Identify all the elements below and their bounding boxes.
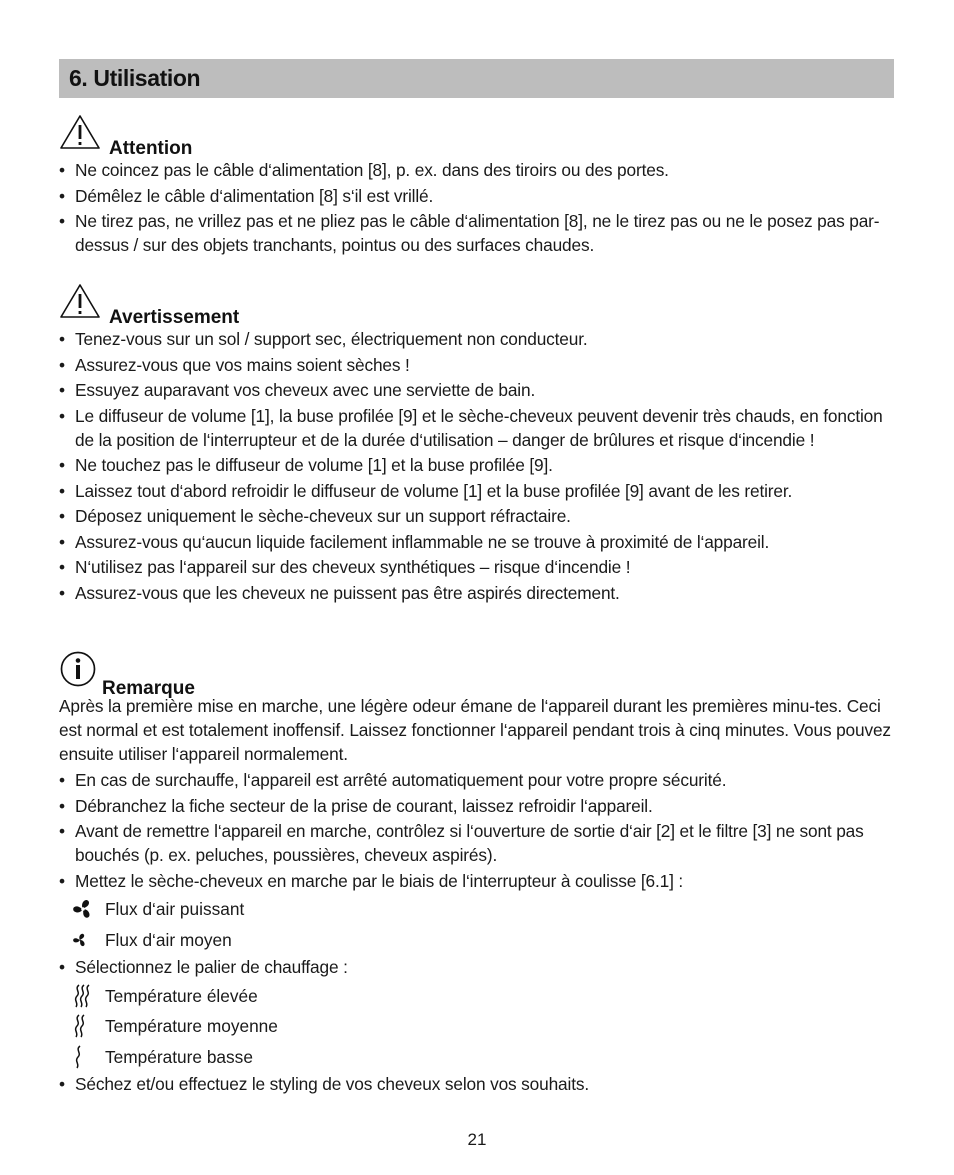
list-item: • Ne coincez pas le câble d‘alimentation [8], p. ex. dans des tiroirs ou des portes. <box>59 158 899 182</box>
attention-label: Attention <box>109 138 193 159</box>
heat-option-medium <box>73 1011 899 1042</box>
list-item: • Déposez uniquement le sèche-cheveux sur un support réfractaire. <box>59 504 899 528</box>
list-item: • Tenez-vous sur un sol / support sec, électriquement non conducteur. <box>59 327 899 351</box>
heat-low-icon <box>73 1045 105 1069</box>
warning-heading <box>59 283 899 327</box>
attention-heading <box>59 114 899 158</box>
warning-block <box>59 283 899 606</box>
list-item: • N‘utilisez pas l‘appareil sur des cheveux synthétiques – risque d‘incendie ! <box>59 555 899 579</box>
list-item: • Essuyez auparavant vos cheveux avec une serviette de bain. <box>59 378 899 402</box>
heat-medium-icon <box>73 1014 105 1038</box>
list-item: • Séchez et/ou effectuez le styling de vos cheveux selon vos souhaits. <box>59 1072 899 1096</box>
list-item: • Assurez-vous que vos mains soient sèches ! <box>59 353 899 377</box>
attention-list <box>59 158 899 257</box>
heat-high-icon <box>73 984 105 1008</box>
heat-option-high <box>73 981 899 1012</box>
list-item: • Ne tirez pas, ne vrillez pas et ne pliez pas le câble d‘alimentation [8], ne le tirez pas ou ne le posez pas par-dessus / sur des objets tranchants, pointus ou des surfaces chaudes. <box>59 209 899 257</box>
airflow-medium-label: Flux d‘air moyen <box>105 929 232 950</box>
heat-medium-label: Température moyenne <box>105 1016 278 1037</box>
list-item: • Laissez tout d‘abord refroidir le diffuseur de volume [1] et la buse profilée [9] avant de les retirer. <box>59 479 899 503</box>
warning-triangle-icon <box>59 114 101 155</box>
list-item: • Mettez le sèche-cheveux en marche par le biais de l‘interrupteur à coulisse [6.1] : <box>59 869 899 893</box>
note-heading <box>59 654 899 699</box>
airflow-option-medium <box>73 925 899 956</box>
fan-small-icon <box>73 933 105 947</box>
list-item: • En cas de surchauffe, l‘appareil est arrêté automatiquement pour votre propre sécurité. <box>59 768 899 792</box>
heat-low-label: Température basse <box>105 1046 253 1067</box>
list-item: • Démêlez le câble d‘alimentation [8] s‘il est vrillé. <box>59 184 899 208</box>
list-item: • Assurez-vous que les cheveux ne puissent pas être aspirés directement. <box>59 581 899 605</box>
heat-option-low <box>73 1042 899 1073</box>
note-list <box>59 768 899 893</box>
list-item: • Sélectionnez le palier de chauffage : <box>59 955 899 979</box>
list-item: • Débranchez la fiche secteur de la prise de courant, laissez refroidir l‘appareil. <box>59 794 899 818</box>
heat-high-label: Température élevée <box>105 985 258 1006</box>
info-circle-icon <box>59 650 97 693</box>
final-list <box>59 1072 899 1096</box>
airflow-option-strong <box>73 894 899 925</box>
heat-list <box>59 955 899 979</box>
section-title: 6. Utilisation <box>69 65 201 91</box>
section-header-bar <box>59 59 894 98</box>
warning-label: Avertissement <box>109 307 240 328</box>
airflow-strong-label: Flux d‘air puissant <box>105 899 245 920</box>
warning-triangle-icon <box>59 283 101 324</box>
list-item: • Avant de remettre l‘appareil en marche, contrôlez si l‘ouverture de sortie d‘air [2] et le filtre [3] ne sont pas bouchés (p. ex. peluches, poussières, cheveux aspirés). <box>59 819 899 867</box>
list-item: • Le diffuseur de volume [1], la buse profilée [9] et le sèche-cheveux peuvent devenir très chauds, en fonction de la position de l‘interrupteur et de la durée d‘utilisation – danger de brûlures et risque d‘incendie ! <box>59 404 899 452</box>
fan-large-icon <box>73 899 105 919</box>
page-number: 21 <box>467 1130 487 1149</box>
list-item: • Assurez-vous qu‘aucun liquide facilement inflammable ne se trouve à proximité de l‘appareil. <box>59 530 899 554</box>
note-label: Remarque <box>102 678 195 699</box>
list-item: • Ne touchez pas le diffuseur de volume [1] et la buse profilée [9]. <box>59 453 899 477</box>
attention-block <box>59 114 899 259</box>
note-block <box>59 654 899 1098</box>
note-intro: Après la première mise en marche, une légère odeur émane de l‘appareil durant les premières minu-tes. Ceci est normal et est totalement inoffensif. Laissez fonctionner l‘appareil pendant trois à cinq minutes. Vous pouvez ensuite utiliser l‘appareil normalement. <box>59 696 891 764</box>
warning-list <box>59 327 899 605</box>
